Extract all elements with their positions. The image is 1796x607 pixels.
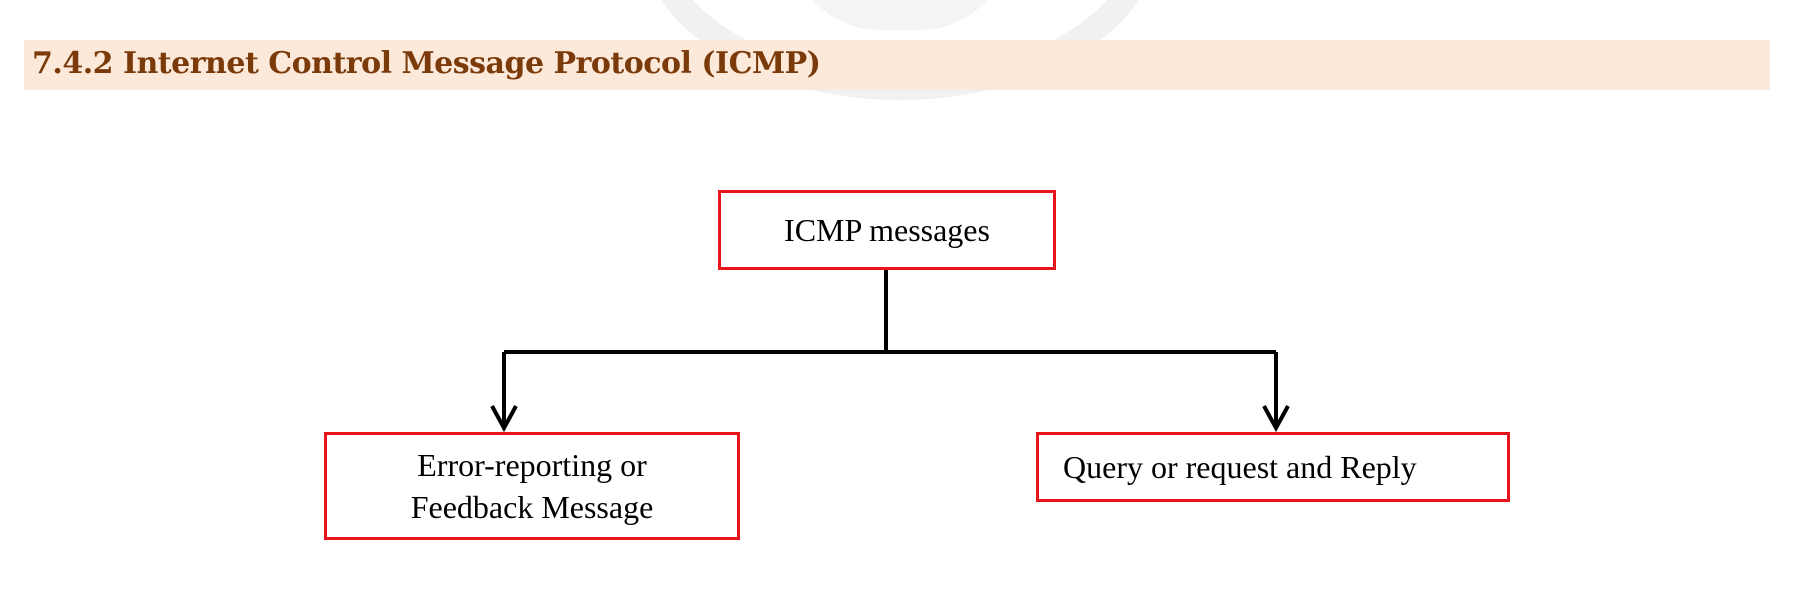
- section-heading: 7.4.2 Internet Control Message Protocol (ICMP): [32, 46, 821, 81]
- child-node-error-label-line2: Feedback Message: [410, 489, 654, 525]
- root-node-icmp-messages: [718, 190, 1056, 270]
- child-node-error-label-line1: Error-reporting or: [417, 447, 647, 483]
- child-node-query-label: Query or request and Reply: [1063, 449, 1417, 485]
- child-node-error-reporting: [324, 432, 740, 540]
- child-node-query-reply: [1036, 432, 1510, 502]
- root-node-label: ICMP messages: [784, 212, 990, 248]
